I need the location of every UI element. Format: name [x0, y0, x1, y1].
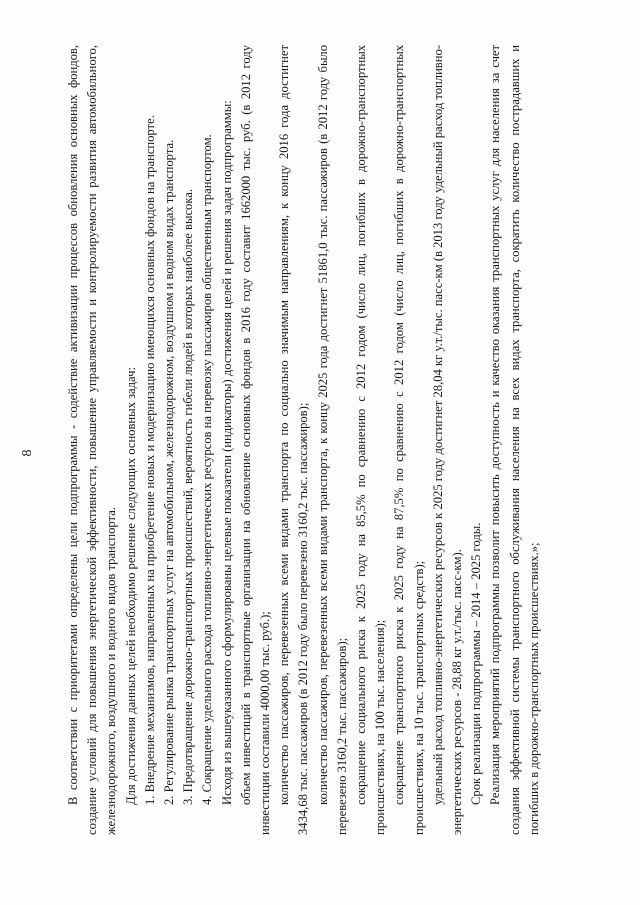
paragraph-indicators-intro: Исходя из вышеуказанного сформулированы целевые показатели (индикаторы) достижения целей и решения задач подпрограммы: — [219, 100, 234, 805]
page-number: 8 — [20, 449, 35, 457]
paragraph-indicator-fuel: удельный расход топливно-энергетических ресурсов к 2025 году достигнет 28,04 кг у.т./тыс. пасс-км (в 2013 году удельный расход топливно-энергетических ресурсов - 28,88 кг у.т./тыс. пасс-км). — [430, 45, 465, 835]
paragraph-indicator-investment: объем инвестиций в транспортные организации на обновление основных фондов в 2016 году составит 1662000 тыс. руб. (в 2012 году инвестиции составили 4000,00 тыс. руб.); — [238, 45, 273, 835]
paragraph-indicator-social-passengers: количество пассажиров, перевезенных всеми видами транспорта по социально значимым направлениям, к концу 2016 года достигнет 3434,68 тыс. пассажиров (в 2012 году было перевезено 3160,2 тыс. пассажиров); — [277, 45, 311, 835]
paragraph-task-3: 3. Предотвращение дорожно-транспортных происшествий, вероятность гибели людей в которых наиболее высока. — [181, 189, 196, 805]
paragraph-term: Срок реализации подпрограммы – 2014 – 2025 годы. — [469, 522, 484, 805]
paragraph-indicator-transport-risk: сокращение транспортного риска к 2025 году на 87,5% по сравнению с 2012 годом (число лиц, погибших в дорожно-транспортных происшествиях, на 10 тыс. транспортных средств); — [392, 45, 426, 835]
paragraph-indicator-social-risk: сокращение социального риска к 2025 году на 85,5% по сравнению с 2012 годом (число лиц, погибших в дорожно-транспортных происшествиях, на 100 тыс. населения); — [354, 45, 388, 835]
paragraph-results: Реализация мероприятий подпрограммы позволит повысить доступность и качество оказания транспортных услуг для населения за счет создания эффективной системы транспортного обслуживания населения на всех видах транспорта, сократить количество пострадавших и погибших в дорожно-транспортных происшествиях.»; — [488, 45, 541, 835]
paragraph-task-2: 2. Регулирование рынка транспортных услуг на автомобильном, железнодорожном, воздушном и водном видах транспорта. — [162, 139, 177, 805]
paragraph-task-4: 4. Сокращение удельного расхода топливно-энергетических ресурсов на перевозку пассажиров общественным транспортом. — [200, 134, 215, 805]
paragraph-task-1: 1. Внедрение механизмов, направленных на приобретение новых и модернизацию имеющихся основных фондов на транспорте. — [142, 115, 157, 805]
paragraph-tasks-intro: Для достижения данных целей необходимо решение следующих основных задач: — [123, 367, 138, 805]
paragraph-goals: В соответствии с приоритетами определены цели подпрограммы - содействие активизации процессов обновления основных фондов, создание условий для повышения энергетической эффективности, повышение управляемости и контролируемости развития автомобильного, железнодорожного, воздушного и водного видов транспорта. — [66, 45, 119, 835]
body-text — [64, 45, 624, 835]
paragraph-indicator-total-passengers: количество пассажиров, перевезенных всеми видами транспорта, к концу 2025 года достигнет 51861,0 тыс. пассажиров (в 2012 году было перевезено 3160,2 тыс. пассажиров); — [315, 45, 349, 835]
